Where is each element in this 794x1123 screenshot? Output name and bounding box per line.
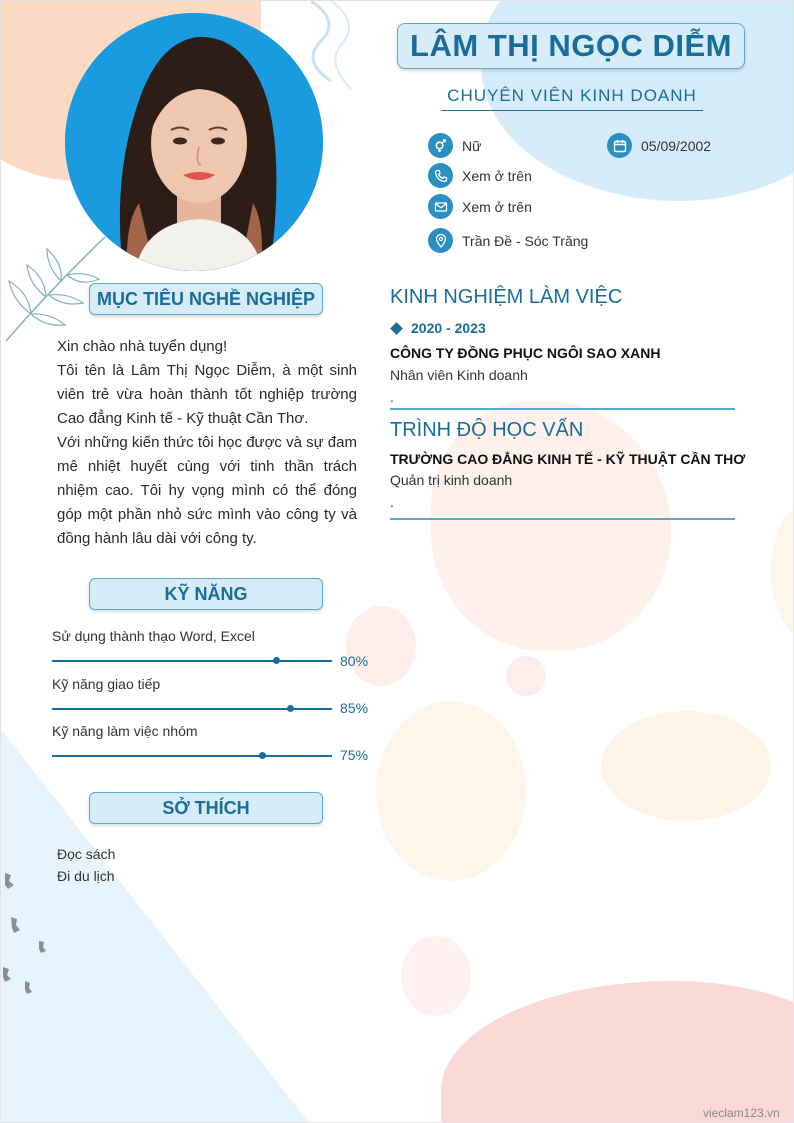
section-divider — [390, 518, 735, 520]
swirl-decoration-icon — [301, 1, 371, 91]
birthdate-row — [607, 133, 711, 158]
education-note: . — [390, 494, 394, 510]
calendar-icon — [607, 133, 632, 158]
objective-text — [57, 335, 357, 551]
profile-photo — [65, 13, 323, 271]
hobby-item: Đi du lịch — [57, 868, 115, 884]
school-name: TRƯỜNG CAO ĐẲNG KINH TẾ - KỸ THUẬT CẦN THƠ — [390, 451, 746, 467]
email-row — [428, 194, 532, 219]
skill-level-dot — [287, 705, 294, 712]
phone-icon — [428, 163, 453, 188]
bg-shape-dot — [401, 936, 471, 1016]
objective-goal: Với những kiến thức tôi học được và sự đam mê nhiệt huyết cùng với tinh thần trách nhiệm cao. Tôi hy vọng mình có thể đóng góp một phần nhỏ sức mình vào công ty và đồng hành lâu dài với công ty. — [57, 434, 357, 547]
location-pin-icon — [428, 228, 453, 253]
hobbies-heading: SỞ THÍCH — [89, 792, 323, 824]
experience-period — [390, 320, 486, 336]
experience-heading: KINH NGHIỆM LÀM VIỆC — [390, 286, 623, 308]
job-title: CHUYÊN VIÊN KINH DOANH — [441, 86, 703, 111]
skill-percent: 80% — [340, 653, 369, 669]
skill-label: Kỹ năng làm việc nhóm — [52, 723, 198, 739]
bg-shape-dot — [771, 501, 794, 641]
skill-label: Sử dụng thành thạo Word, Excel — [52, 628, 255, 644]
major-name: Quản trị kinh doanh — [390, 472, 513, 488]
bg-shape-dot — [346, 606, 416, 686]
skill-percent: 85% — [340, 700, 369, 716]
phone-value: Xem ở trên — [462, 167, 532, 184]
company-name: CÔNG TY ĐỒNG PHỤC NGÔI SAO XANH — [390, 345, 661, 361]
watermark: vieclam123.vn — [703, 1106, 780, 1120]
skill-level-dot — [259, 752, 266, 759]
job-role: Nhân viên Kinh doanh — [390, 367, 528, 383]
email-value: Xem ở trên — [462, 198, 532, 215]
brush-strokes-icon — [1, 869, 51, 1004]
section-divider — [390, 408, 735, 410]
phone-row — [428, 163, 532, 188]
name-banner — [397, 23, 745, 69]
gender-icon — [428, 133, 453, 158]
period-text: 2020 - 2023 — [411, 320, 486, 336]
skills-heading: KỸ NĂNG — [89, 578, 323, 610]
address-value: Trần Đề - Sóc Trăng — [462, 232, 589, 249]
skill-level-dot — [273, 657, 280, 664]
hobby-list — [57, 843, 115, 887]
objective-heading: MỤC TIÊU NGHỀ NGHIỆP — [89, 283, 323, 315]
diamond-bullet-icon — [390, 322, 403, 335]
bg-shape-peach-mid — [601, 711, 771, 821]
skill-bar — [52, 660, 332, 662]
experience-note: . — [390, 389, 394, 405]
education-heading: TRÌNH ĐỘ HỌC VẤN — [390, 419, 584, 441]
skill-percent: 75% — [340, 747, 369, 763]
skill-label: Kỹ năng giao tiếp — [52, 676, 161, 692]
gender-row — [428, 133, 481, 158]
bg-shape-peach-mid — [376, 701, 526, 881]
hobby-item: Đọc sách — [57, 846, 116, 862]
objective-intro: Tôi tên là Lâm Thị Ngọc Diễm, à một sinh viên trẻ vừa hoàn thành tốt nghiệp trường Cao đẳng Kinh tế - Kỹ thuật Cần Thơ. — [57, 362, 357, 427]
skill-bar — [52, 755, 332, 757]
address-row — [428, 228, 588, 253]
bg-shape-dot — [506, 656, 546, 696]
email-icon — [428, 194, 453, 219]
candidate-name: LÂM THỊ NGỌC DIỄM — [410, 28, 732, 63]
objective-greeting: Xin chào nhà tuyển dụng! — [57, 338, 228, 355]
gender-value: Nữ — [462, 137, 482, 154]
bg-shape-pink-bottom — [441, 981, 794, 1123]
birthdate-value: 05/09/2002 — [641, 137, 712, 154]
